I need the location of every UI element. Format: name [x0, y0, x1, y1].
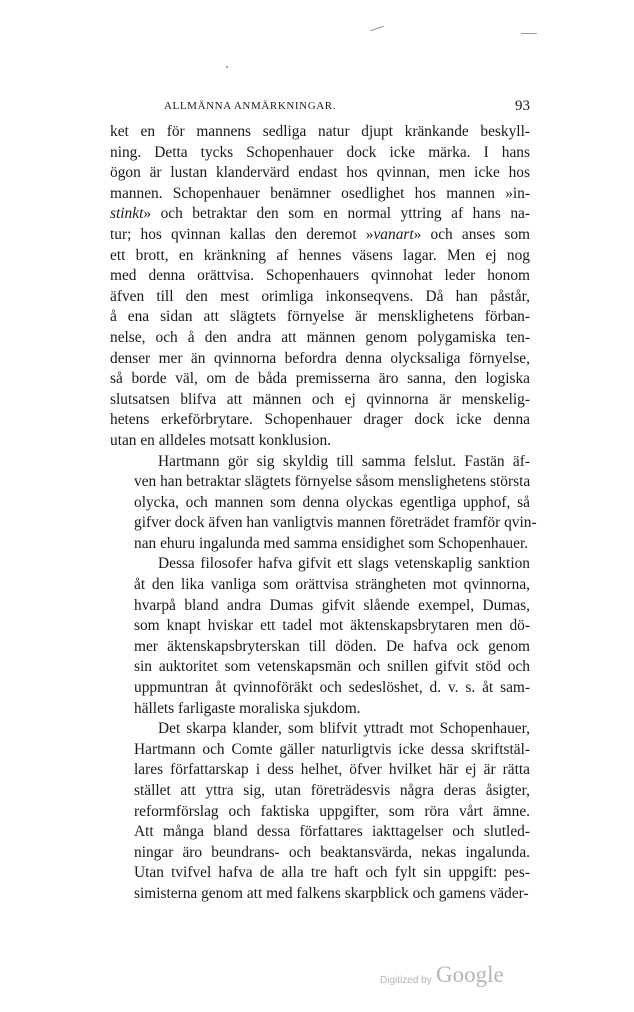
- page-number: 93: [515, 98, 530, 114]
- text-run: ven han betraktar slägtets förnyelse såsom menslighetens största: [134, 473, 531, 491]
- text-run: utan en alldeles motsatt konklusion.: [110, 431, 331, 449]
- italic-run: vanart: [373, 225, 414, 243]
- page-header: [110, 100, 530, 120]
- text-line: [110, 452, 530, 473]
- text-line: [110, 122, 530, 143]
- text-line: [110, 472, 530, 493]
- digitization-watermark: [380, 962, 530, 992]
- text-line: [110, 163, 530, 184]
- text-line: [110, 369, 530, 390]
- text-line: [110, 657, 530, 678]
- text-run: mer äktenskapsbryterskan till döden. De hafva ock genom: [134, 637, 530, 655]
- text-line: [110, 596, 530, 617]
- text-run: olycka, och mannen som denna olyckas egentliga upphof, så: [134, 493, 530, 511]
- paragraph: [110, 452, 537, 555]
- paragraph: [110, 554, 530, 719]
- text-run: sin auktoritet som vetenskapsmän och snillen gifvit stöd och: [134, 658, 530, 676]
- pencil-mark: [370, 26, 383, 32]
- text-run: med denna orättvisa. Schopenhauers qvinnohat leder honom: [110, 267, 530, 285]
- text-run: lares författarskap i dess helhet, öfver hvilket här ej är rätta: [134, 761, 530, 779]
- text-line: [110, 431, 530, 452]
- text-line: [110, 740, 530, 761]
- watermark-prefix: Digitized by: [380, 975, 432, 986]
- pencil-mark: [521, 33, 537, 34]
- text-line: [110, 513, 537, 534]
- text-line: [110, 246, 530, 267]
- text-line: [110, 699, 530, 720]
- text-run: tur; hos qvinnan kallas den deremot »: [110, 225, 374, 243]
- text-line: [110, 493, 530, 514]
- text-line: [110, 678, 530, 699]
- text-line: [110, 781, 530, 802]
- text-line: [110, 225, 530, 246]
- text-run: hällets farligaste moraliska sjukdom.: [134, 699, 361, 717]
- text-run: så borde väl, om de båda premisserna äro sanna, den logiska: [110, 370, 530, 388]
- text-run: reformförslag och faktiska uppgifter, som röra vårt ämne.: [134, 802, 530, 820]
- text-run: å ena sidan att slägtets förnyelse är mensklighetens förban-: [110, 308, 530, 326]
- text-run: åt den lika vanliga som orättvisa strängheten mot qvinnorna,: [134, 576, 530, 594]
- text-line: [110, 554, 530, 575]
- text-line: [110, 616, 530, 637]
- text-line: [110, 719, 530, 740]
- text-line: [110, 287, 530, 308]
- text-run: som knapt hviskar ett tadel mot äktenskapsbrytaren men dö-: [134, 617, 530, 635]
- text-line: [110, 822, 530, 843]
- text-run: mannen. Schopenhauer benämner osedlighet hos mannen »in-: [110, 184, 530, 202]
- paragraph: [110, 122, 530, 452]
- paragraph: [110, 719, 530, 904]
- text-line: [110, 760, 530, 781]
- text-run: ett brott, en kränkning af hennes väsens lagar. Men ej nog: [110, 246, 530, 264]
- text-line: [110, 328, 530, 349]
- text-run: nelse, och å den andra att männen genom polygamiska ten-: [110, 328, 530, 346]
- italic-run: stinkt: [110, 205, 144, 223]
- text-run: Utan tvifvel hafva de alla tre haft och fylt sin uppgift: pes-: [134, 864, 530, 882]
- ink-speck: [226, 66, 228, 68]
- text-run: hetens erkeförbrytare. Schopenhauer drager dock icke denna: [110, 411, 530, 429]
- text-line: [110, 204, 530, 225]
- text-line: [110, 802, 530, 823]
- text-run: slutsatsen blifva att männen och ej qvinnorna är menskelig-: [110, 390, 530, 408]
- text-run: nan ehuru ingalunda med samma ensidighet som Schopenhauer.: [134, 534, 529, 552]
- running-title: ALLMÄNNA ANMÄRKNINGAR.: [164, 100, 337, 112]
- text-line: [110, 184, 530, 205]
- text-line: [110, 534, 530, 555]
- text-run: denser mer än qvinnorna befordra denna olycksaliga förnyelse,: [110, 349, 530, 367]
- text-line: [110, 307, 530, 328]
- text-run: Det skarpa klander, som blifvit yttradt mot Schopenhauer,: [158, 720, 530, 738]
- text-line: [110, 349, 530, 370]
- text-run: ning. Detta tycks Schopenhauer dock icke märka. I hans: [110, 143, 530, 161]
- text-run: äfven till den mest orimliga inkonseqvens. Då han påstår,: [110, 287, 530, 305]
- text-line: [110, 410, 530, 431]
- text-line: [110, 143, 530, 164]
- text-line: [110, 863, 530, 884]
- text-run: » och betraktar den som en normal yttring af hans na-: [143, 205, 530, 223]
- text-run: uppmuntran åt qvinnoföräkt och sedeslöshet, d. v. s. åt sam-: [134, 679, 530, 697]
- text-run: Att många bland dessa författares iakttagelser och slutled-: [134, 823, 530, 841]
- google-logo: Google: [436, 962, 504, 987]
- text-run: Hartmann och Comte gäller naturligtvis icke dessa skriftstäl-: [134, 740, 530, 758]
- text-line: [110, 390, 530, 411]
- text-line: [110, 575, 530, 596]
- text-line: [110, 637, 530, 658]
- text-line: [110, 266, 530, 287]
- text-run: simisterna genom att med falkens skarpblick och gamens väder-: [134, 884, 529, 902]
- text-run: stället att yttra sig, utan företrädesvis några deras åsigter,: [134, 782, 530, 799]
- text-run: ningar äro beundrans- och beaktansvärda, nekas ingalunda.: [134, 843, 530, 861]
- text-run: ögon är lustan klandervärd endast hos qvinnan, men icke hos: [110, 164, 530, 182]
- text-run: » och anses som: [413, 225, 531, 243]
- text-line: [110, 884, 530, 905]
- text-run: hvarpå bland andra Dumas gifvit slående exempel, Dumas,: [134, 596, 530, 614]
- text-run: Dessa filosofer hafva gifvit ett slags vetenskaplig sanktion: [158, 555, 530, 573]
- body-text: [110, 122, 537, 905]
- text-run: Hartmann gör sig skyldig till samma felslut. Fastän äf-: [158, 452, 530, 470]
- text-run: ket en för mannens sedliga natur djupt kränkande beskyll-: [110, 123, 530, 140]
- text-line: [110, 843, 530, 864]
- text-run: gifver dock äfven han vanligtvis mannen företrädet framför qvin-: [134, 514, 537, 532]
